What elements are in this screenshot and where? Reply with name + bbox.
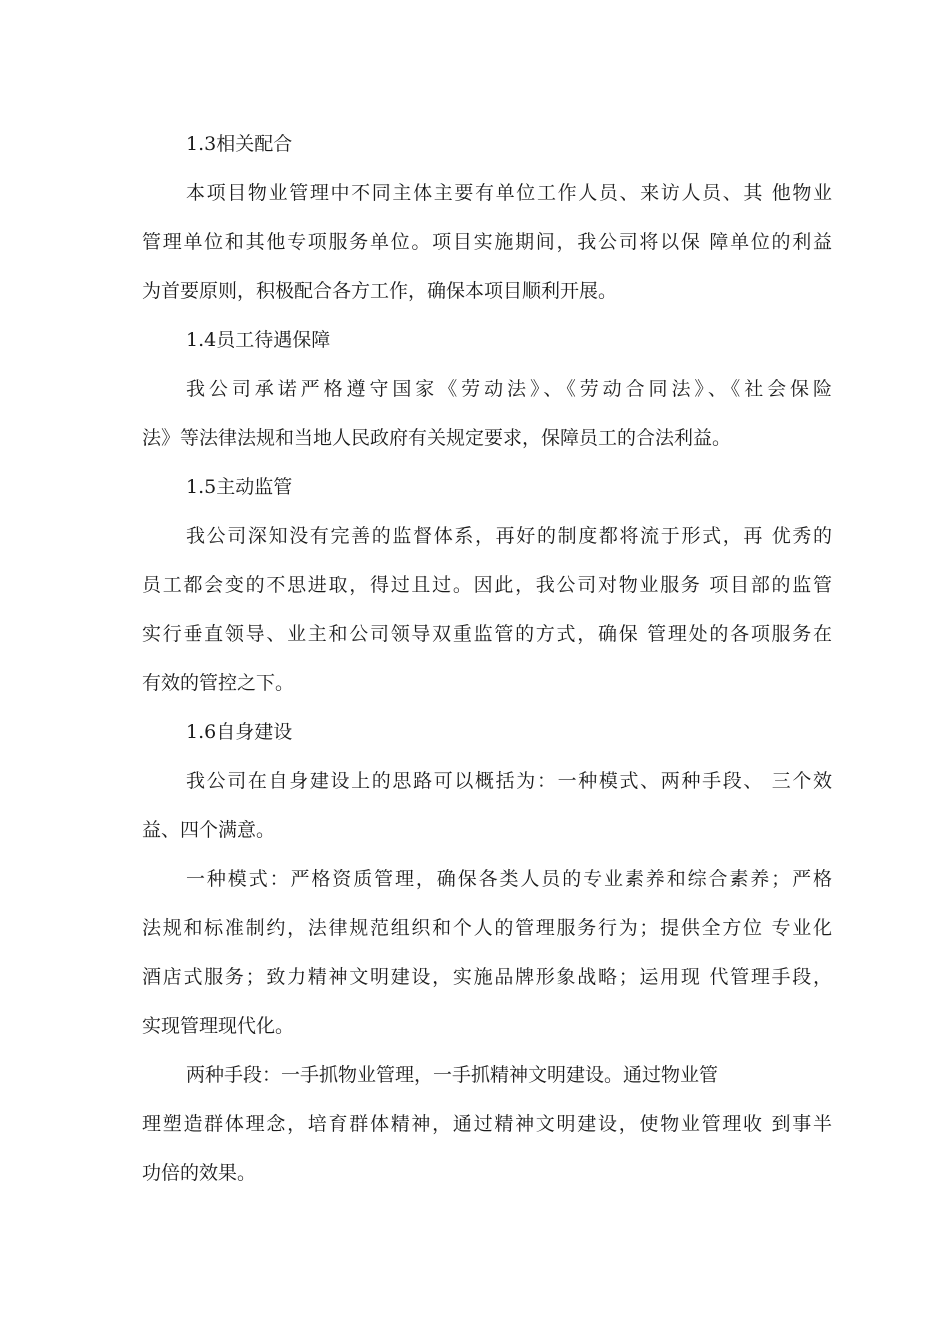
paragraph-line: 实行垂直领导、业主和公司领导双重监管的方式，确保 管理处的各项服务在	[142, 623, 832, 645]
paragraph-line: 有效的管控之下。	[142, 672, 295, 694]
paragraph-line: 酒店式服务；致力精神文明建设，实施品牌形象战略；运用现 代管理手段，	[142, 966, 832, 988]
section-paragraph-1-4	[142, 365, 832, 463]
document-body	[142, 120, 832, 1198]
paragraph-line: 理塑造群体理念，培育群体精神，通过精神文明建设，使物业管理收 到事半	[142, 1113, 832, 1135]
paragraph-line: 法》等法律法规和当地人民政府有关规定要求，保障员工的合法利益。	[142, 427, 732, 449]
paragraph-line: 两种手段：一手抓物业管理，一手抓精神文明建设。通过物业管	[186, 1064, 719, 1086]
paragraph-line: 员工都会变的不思进取，得过且过。因此，我公司对物业服务 项目部的监管	[142, 574, 832, 596]
section-heading-1-4: 1.4员工待遇保障	[186, 329, 331, 351]
paragraph-line: 我公司在自身建设上的思路可以概括为：一种模式、两种手段、 三个效	[186, 770, 832, 792]
paragraph-line: 本项目物业管理中不同主体主要有单位工作人员、来访人员、其 他物业	[186, 182, 832, 204]
paragraph-line: 益、四个满意。	[142, 819, 276, 841]
section-paragraph-1-6	[142, 757, 832, 855]
section-paragraph-1-3	[142, 169, 832, 316]
paragraph-line: 一种模式：严格资质管理，确保各类人员的专业素养和综合素养；严格	[186, 868, 832, 890]
paragraph-line: 我公司深知没有完善的监督体系，再好的制度都将流于形式，再 优秀的	[186, 525, 832, 547]
paragraph-line: 我公司承诺严格遵守国家《劳动法》、《劳动合同法》、《社会保险	[186, 378, 832, 400]
paragraph-line: 法规和标准制约，法律规范组织和个人的管理服务行为；提供全方位 专业化	[142, 917, 832, 939]
section-heading-1-3: 1.3相关配合	[186, 133, 293, 155]
section-heading-1-5: 1.5主动监管	[186, 476, 293, 498]
paragraph-line: 功倍的效果。	[142, 1162, 257, 1184]
section-paragraph-1-5	[142, 512, 832, 708]
paragraph-one-model	[142, 855, 832, 1051]
section-heading-1-6: 1.6自身建设	[186, 721, 293, 743]
paragraph-line: 为首要原则，积极配合各方工作，确保本项目顺利开展。	[142, 280, 618, 302]
paragraph-line: 实现管理现代化。	[142, 1015, 295, 1037]
paragraph-two-means	[142, 1051, 832, 1198]
paragraph-line: 管理单位和其他专项服务单位。项目实施期间，我公司将以保 障单位的利益	[142, 231, 832, 253]
